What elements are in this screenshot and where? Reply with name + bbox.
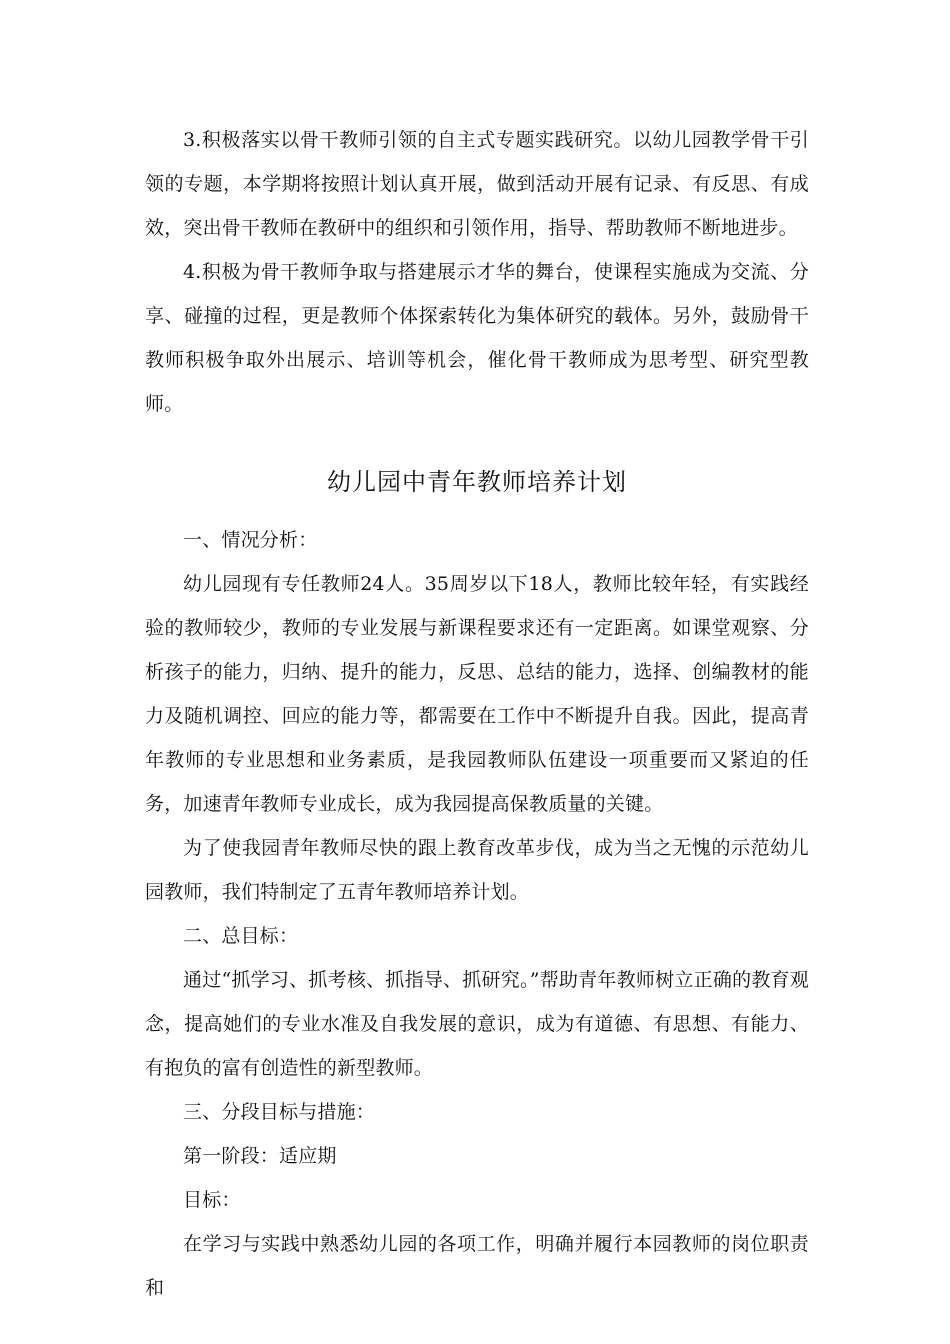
- section-heading-situation-analysis: 一、情况分析：: [183, 529, 318, 551]
- paragraph-situation-2: 为了使我园青年教师尽快的跟上教育改革步伐，成为当之无愧的示范幼儿园教师，我们特制定了五青年教师培养计划。: [145, 837, 809, 903]
- paragraph-item-4: 4.积极为骨干教师争取与搭建展示才华的舞台，使课程实施成为交流、分享、碰撞的过程，更是教师个体探索转化为集体研究的载体。另外，鼓励骨干教师积极争取外出展示、培训等机会，催化骨干教师成为思考型、研究型教师。: [145, 261, 809, 415]
- paragraph-goal: 在学习与实践中熟悉幼儿园的各项工作，明确并履行本园教师的岗位职责和: [145, 1233, 809, 1299]
- document-title: 幼儿园中青年教师培养计划: [327, 468, 627, 496]
- section-heading-stage-goals: 三、分段目标与措施：: [183, 1101, 376, 1123]
- paragraph-overall-goal: 通过“抓学习、抓考核、抓指导、抓研究。”帮助青年教师树立正确的教育观念，提高她们的专业水准及自我发展的意识，成为有道德、有思想、有能力、有抱负的富有创造性的新型教师。: [145, 969, 809, 1079]
- paragraph-situation-1: 幼儿园现有专任教师24人。35周岁以下18人，教师比较年轻，有实践经验的教师较少，教师的专业发展与新课程要求还有一定距离。如课堂观察、分析孩子的能力，归纳、提升的能力，反思、总结的能力，选择、创编教材的能力及随机调控、回应的能力等，都需要在工作中不断提升自我。因此，提高青年教师的专业思想和业务素质，是我园教师队伍建设一项重要而又紧迫的任务，加速青年教师专业成长，成为我园提高保教质量的关键。: [145, 573, 809, 815]
- stage-heading-1: 第一阶段：适应期: [183, 1145, 337, 1167]
- paragraph-item-3: 3.积极落实以骨干教师引领的自主式专题实践研究。以幼儿园教学骨干引领的专题，本学期将按照计划认真开展，做到活动开展有记录、有反思、有成效，突出骨干教师在教研中的组织和引领作用，指导、帮助教师不断地进步。: [145, 129, 809, 239]
- goal-label: 目标：: [183, 1189, 241, 1211]
- section-heading-overall-goal: 二、总目标：: [183, 925, 299, 947]
- document-body: [145, 118, 809, 1310]
